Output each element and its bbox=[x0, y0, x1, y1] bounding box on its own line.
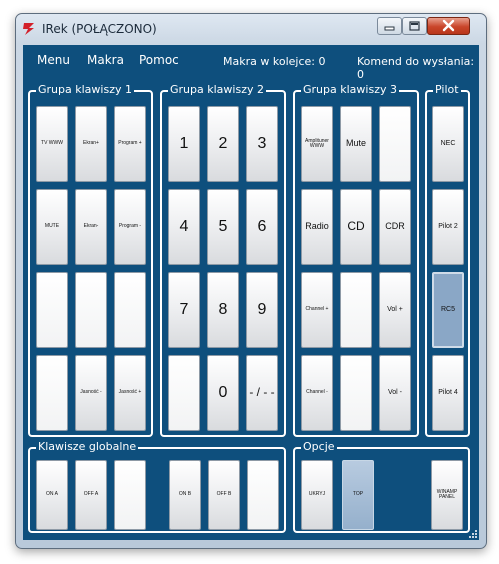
key-g3-cdr[interactable]: CDR bbox=[379, 189, 411, 265]
app-logo-icon bbox=[22, 22, 36, 36]
key-g3-empty[interactable] bbox=[340, 272, 372, 348]
title-bar[interactable] bbox=[16, 14, 486, 44]
key-g2-empty[interactable] bbox=[168, 355, 200, 431]
pilot-rc5-button[interactable]: RC5 bbox=[432, 272, 464, 348]
key-g1-empty[interactable] bbox=[36, 272, 68, 348]
key-g3-empty[interactable] bbox=[379, 106, 411, 182]
key-g1-screen-minus[interactable]: Ekran- bbox=[75, 189, 107, 265]
key-digit-2[interactable]: 2 bbox=[207, 106, 239, 182]
key-g3-cd[interactable]: CD bbox=[340, 189, 372, 265]
macro-queue-status: Makra w kolejce: 0 bbox=[223, 55, 326, 68]
close-icon bbox=[428, 18, 469, 34]
pilot-group bbox=[425, 83, 470, 437]
global-on-a-button[interactable]: ON A bbox=[36, 460, 68, 530]
key-g3-vol-minus[interactable]: Vol - bbox=[379, 355, 411, 431]
options-group bbox=[293, 440, 470, 533]
key-group-2-label: Grupa klawiszy 2 bbox=[170, 83, 264, 96]
key-g1-program-plus[interactable]: Program + bbox=[114, 106, 146, 182]
maximize-button[interactable] bbox=[402, 17, 427, 35]
command-queue-status: Komend do wysłania: 0 bbox=[357, 55, 475, 81]
global-keys-group bbox=[28, 440, 286, 533]
app-window bbox=[15, 13, 487, 549]
key-g1-empty[interactable] bbox=[75, 272, 107, 348]
global-empty-button[interactable] bbox=[114, 460, 146, 530]
key-digit-0[interactable]: 0 bbox=[207, 355, 239, 431]
key-g1-empty[interactable] bbox=[36, 355, 68, 431]
key-digit-5[interactable]: 5 bbox=[207, 189, 239, 265]
minimize-button[interactable] bbox=[377, 17, 402, 35]
key-digit-1[interactable]: 1 bbox=[168, 106, 200, 182]
main-panel bbox=[23, 45, 479, 540]
minimize-icon bbox=[378, 18, 401, 34]
global-off-b-button[interactable]: OFF B bbox=[208, 460, 240, 530]
key-dash[interactable]: - / - - bbox=[246, 355, 278, 431]
key-g3-vol-plus[interactable]: Vol + bbox=[379, 272, 411, 348]
key-digit-6[interactable]: 6 bbox=[246, 189, 278, 265]
option-top-button[interactable]: TOP bbox=[342, 460, 374, 530]
key-group-2 bbox=[160, 83, 286, 437]
pilot-2-button[interactable]: Pilot 2 bbox=[432, 189, 464, 265]
key-g3-channel-plus[interactable]: Channel + bbox=[301, 272, 333, 348]
key-group-1 bbox=[28, 83, 153, 437]
key-g3-empty[interactable] bbox=[340, 355, 372, 431]
key-digit-7[interactable]: 7 bbox=[168, 272, 200, 348]
key-g1-brightness-minus[interactable]: Jasność - bbox=[75, 355, 107, 431]
maximize-icon bbox=[403, 18, 426, 34]
key-g1-brightness-plus[interactable]: Jasność + bbox=[114, 355, 146, 431]
pilot-4-button[interactable]: Pilot 4 bbox=[432, 355, 464, 431]
menu-item-menu[interactable]: Menu bbox=[37, 53, 70, 67]
menu-item-makra[interactable]: Makra bbox=[87, 53, 124, 67]
key-group-3 bbox=[293, 83, 419, 437]
close-button[interactable] bbox=[427, 17, 470, 35]
global-empty-button[interactable] bbox=[247, 460, 279, 530]
options-group-label: Opcje bbox=[303, 440, 335, 453]
key-g1-mute[interactable]: MUTE bbox=[36, 189, 68, 265]
key-g1-empty[interactable] bbox=[114, 272, 146, 348]
global-off-a-button[interactable]: OFF A bbox=[75, 460, 107, 530]
global-keys-label: Klawisze globalne bbox=[38, 440, 137, 453]
key-g3-mute[interactable]: Mute bbox=[340, 106, 372, 182]
option-winamp-panel-button[interactable]: WINAMP PANEL bbox=[431, 460, 463, 530]
resize-grip-icon[interactable] bbox=[468, 529, 477, 538]
window-title: IRek (POŁĄCZONO) bbox=[42, 22, 157, 36]
key-g1-program-minus[interactable]: Program - bbox=[114, 189, 146, 265]
pilot-group-label: Pilot bbox=[435, 83, 459, 96]
key-group-1-label: Grupa klawiszy 1 bbox=[38, 83, 132, 96]
option-hide-button[interactable]: UKRYJ bbox=[301, 460, 333, 530]
key-g3-radio[interactable]: Radio bbox=[301, 189, 333, 265]
key-g3-amplituner-www[interactable]: Amplituner WWW bbox=[301, 106, 333, 182]
key-group-3-label: Grupa klawiszy 3 bbox=[303, 83, 397, 96]
key-digit-8[interactable]: 8 bbox=[207, 272, 239, 348]
menu-item-pomoc[interactable]: Pomoc bbox=[139, 53, 179, 67]
pilot-nec-button[interactable]: NEC bbox=[432, 106, 464, 182]
key-g3-channel-minus[interactable]: Channel - bbox=[301, 355, 333, 431]
key-g1-screen-plus[interactable]: Ekran+ bbox=[75, 106, 107, 182]
key-g1-tv-www[interactable]: TV WWW bbox=[36, 106, 68, 182]
key-digit-9[interactable]: 9 bbox=[246, 272, 278, 348]
key-digit-4[interactable]: 4 bbox=[168, 189, 200, 265]
global-on-b-button[interactable]: ON B bbox=[169, 460, 201, 530]
key-digit-3[interactable]: 3 bbox=[246, 106, 278, 182]
